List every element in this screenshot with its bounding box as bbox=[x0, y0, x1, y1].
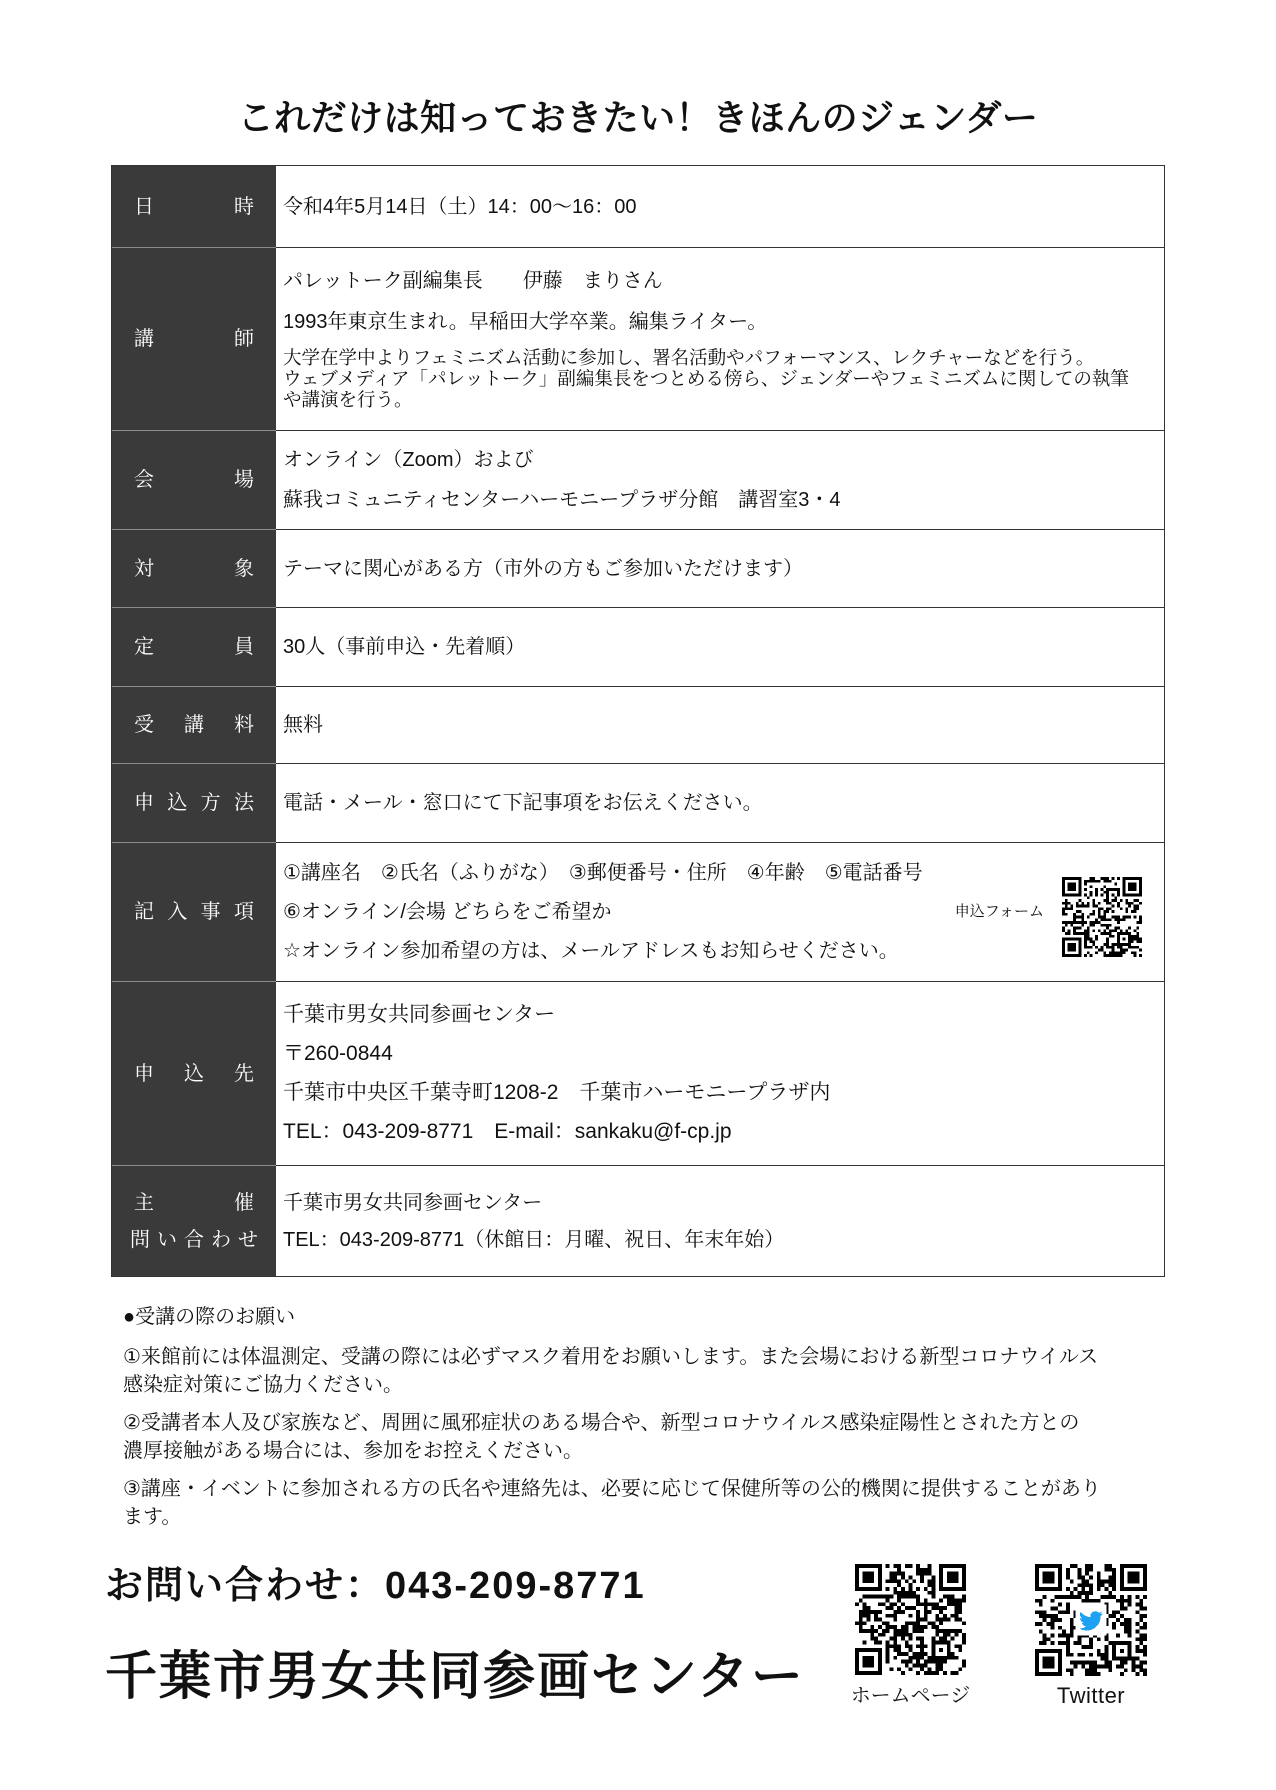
apply-to-line: 〒260-0844 bbox=[283, 1042, 393, 1065]
twitter-qr-code-icon bbox=[1035, 1564, 1147, 1676]
label-char: せ bbox=[238, 1228, 258, 1251]
row-required-items bbox=[112, 842, 1164, 981]
application-form-label: 申込フォーム bbox=[954, 903, 1044, 920]
venue-line: オンライン（Zoom）および bbox=[283, 449, 534, 471]
note-line: ②受講者本人及び家族など、周囲に風邪症状のある場合や、新型コロナウイルス感染症陽性とされた方との bbox=[123, 1412, 1080, 1434]
apply-method-value: 電話・メール・窓口にて下記事項をお伝えください。 bbox=[283, 792, 763, 814]
row-capacity bbox=[112, 607, 1164, 686]
organizer-line: TEL：043-209-8771（休館日：月曜、祝日、年末年始） bbox=[283, 1228, 785, 1251]
label-char: 対 bbox=[134, 557, 154, 580]
label-char: 入 bbox=[167, 901, 188, 923]
note-line: 感染症対策にご協力ください。 bbox=[123, 1374, 403, 1396]
apply-to-line: 千葉市男女共同参画センター bbox=[283, 1003, 556, 1026]
row-fee bbox=[112, 686, 1164, 763]
required-items-line: ①講座名 ②氏名（ふりがな） ③郵便番号・住所 ④年齢 ⑤電話番号 bbox=[283, 862, 923, 884]
label-fee bbox=[134, 713, 254, 737]
label-lecturer bbox=[134, 327, 254, 351]
value-cell bbox=[276, 686, 1164, 763]
label-char: 法 bbox=[233, 792, 254, 814]
row-target bbox=[112, 529, 1164, 607]
label-capacity bbox=[134, 635, 254, 659]
value-cell bbox=[276, 842, 1164, 981]
label-char: 催 bbox=[234, 1191, 254, 1214]
label-char: 事 bbox=[200, 901, 221, 923]
row-datetime bbox=[112, 166, 1164, 247]
datetime-value: 令和4年5月14日（土）14：00～16：00 bbox=[283, 195, 637, 218]
label-cell bbox=[112, 430, 276, 529]
venue-line: 蘇我コミュニティセンターハーモニープラザ分館 講習室3・4 bbox=[283, 489, 841, 511]
label-char: 定 bbox=[134, 636, 154, 658]
lecturer-profile: 1993年東京生まれ。早稲田大学卒業。編集ライター。 bbox=[283, 310, 768, 333]
label-target bbox=[134, 557, 254, 581]
note-line: ①来館前には体温測定、受講の際には必ずマスク着用をお願いします。また会場における新型コロナウイルス bbox=[123, 1346, 1099, 1368]
homepage-qr-code-icon bbox=[855, 1564, 966, 1675]
label-char: 記 bbox=[134, 901, 154, 923]
label-cell bbox=[112, 842, 276, 981]
label-cell bbox=[112, 529, 276, 607]
label-char: 師 bbox=[234, 328, 254, 350]
label-char: わ bbox=[211, 1228, 231, 1251]
value-cell bbox=[276, 981, 1164, 1165]
value-cell bbox=[276, 529, 1164, 607]
lecturer-bio-line: 大学在学中よりフェミニズム活動に参加し、署名活動やパフォーマンス、レクチャーなどを行う。 bbox=[283, 346, 1095, 368]
label-char: 申 bbox=[134, 792, 154, 814]
application-form-qr-code-icon bbox=[1062, 877, 1142, 957]
label-char: 込 bbox=[184, 1062, 204, 1085]
lecturer-bio-line: ウェブメディア「パレットーク」副編集長をつとめる傍ら、ジェンダーやフェミニズムに関しての執筆 bbox=[283, 367, 1129, 389]
label-cell bbox=[112, 686, 276, 763]
label-apply-method bbox=[134, 791, 254, 815]
value-cell bbox=[276, 1165, 1164, 1276]
label-char: 講 bbox=[184, 714, 204, 736]
label-cell bbox=[112, 166, 276, 247]
page-title: これだけは知っておきたい！きほんのジェンダー bbox=[237, 97, 1039, 138]
lecturer-name: パレットーク副編集長 伊藤 まりさん bbox=[283, 269, 663, 292]
label-char: 主 bbox=[134, 1191, 154, 1214]
label-cell bbox=[112, 1165, 276, 1276]
row-apply-to bbox=[112, 981, 1164, 1165]
label-datetime bbox=[134, 195, 254, 219]
required-items-line: ☆オンライン参加希望の方は、メールアドレスもお知らせください。 bbox=[283, 940, 899, 962]
note-line: ます。 bbox=[123, 1506, 182, 1528]
required-items-line: ⑥オンライン/会場 どちらをご希望か bbox=[283, 901, 612, 923]
row-apply-method bbox=[112, 763, 1164, 842]
twitter-qr-block bbox=[1020, 1564, 1162, 1708]
label-inquiry bbox=[130, 1228, 258, 1252]
note-item bbox=[123, 1475, 1183, 1531]
label-char: 会 bbox=[134, 469, 154, 491]
lecturer-bio-line: や講演を行う。 bbox=[283, 388, 413, 410]
fee-value: 無料 bbox=[283, 714, 323, 736]
label-cell bbox=[112, 763, 276, 842]
label-char: 申 bbox=[134, 1062, 154, 1085]
apply-to-line: 千葉市中央区千葉寺町1208-2 千葉市ハーモニープラザ内 bbox=[283, 1081, 831, 1104]
value-cell bbox=[276, 166, 1164, 247]
row-venue bbox=[112, 430, 1164, 529]
label-char: 込 bbox=[167, 792, 188, 814]
label-char: 員 bbox=[234, 636, 254, 658]
note-item bbox=[123, 1409, 1183, 1465]
note-line: 濃厚接触がある場合には、参加をお控えください。 bbox=[123, 1440, 583, 1462]
label-apply-to bbox=[134, 1062, 254, 1086]
target-value: テーマに関心がある方（市外の方もご参加いただけます） bbox=[283, 557, 803, 580]
label-char: 受 bbox=[134, 714, 154, 736]
homepage-qr-block bbox=[840, 1564, 981, 1708]
value-cell bbox=[276, 763, 1164, 842]
lecturer-bio bbox=[283, 347, 1129, 410]
value-cell bbox=[276, 430, 1164, 529]
homepage-qr-label: ホームページ bbox=[850, 1685, 971, 1707]
footer-contact-phone: お問い合わせ：043-209-8771 bbox=[105, 1565, 646, 1607]
label-char: 項 bbox=[233, 901, 254, 923]
event-info-table bbox=[112, 166, 1164, 1276]
row-organizer bbox=[112, 1165, 1164, 1276]
label-char: 象 bbox=[234, 557, 254, 580]
note-item bbox=[123, 1343, 1183, 1399]
value-cell bbox=[276, 607, 1164, 686]
footer-organization-name: 千葉市男女共同参画センター bbox=[105, 1648, 805, 1706]
label-cell bbox=[112, 981, 276, 1165]
label-char: 方 bbox=[200, 792, 221, 814]
label-cell bbox=[112, 247, 276, 430]
label-required-items bbox=[134, 900, 254, 924]
label-organizer bbox=[134, 1191, 254, 1215]
notes-heading: ●受講の際のお願い bbox=[123, 1306, 296, 1328]
label-venue bbox=[134, 468, 254, 492]
notes-section bbox=[123, 1305, 1183, 1531]
row-lecturer bbox=[112, 247, 1164, 430]
value-cell bbox=[276, 247, 1164, 430]
apply-to-line: TEL：043-209-8771 E-mail：sankaku@f-cp.jp bbox=[283, 1120, 732, 1143]
organizer-line: 千葉市男女共同参画センター bbox=[283, 1191, 543, 1214]
label-cell bbox=[112, 607, 276, 686]
label-char: 時 bbox=[234, 195, 254, 218]
label-char: 料 bbox=[234, 714, 254, 736]
twitter-qr-label: Twitter bbox=[1056, 1683, 1126, 1708]
label-char: 日 bbox=[134, 195, 154, 218]
capacity-value: 30人（事前申込・先着順） bbox=[283, 636, 526, 658]
label-char: 場 bbox=[234, 469, 254, 491]
label-char: 合 bbox=[184, 1228, 204, 1251]
note-line: ③講座・イベントに参加される方の氏名や連絡先は、必要に応じて保健所等の公的機関に提供することがあり bbox=[123, 1478, 1101, 1500]
label-char: 先 bbox=[234, 1062, 254, 1085]
label-char: い bbox=[157, 1228, 177, 1251]
label-char: 問 bbox=[130, 1228, 150, 1251]
label-char: 講 bbox=[134, 328, 154, 350]
